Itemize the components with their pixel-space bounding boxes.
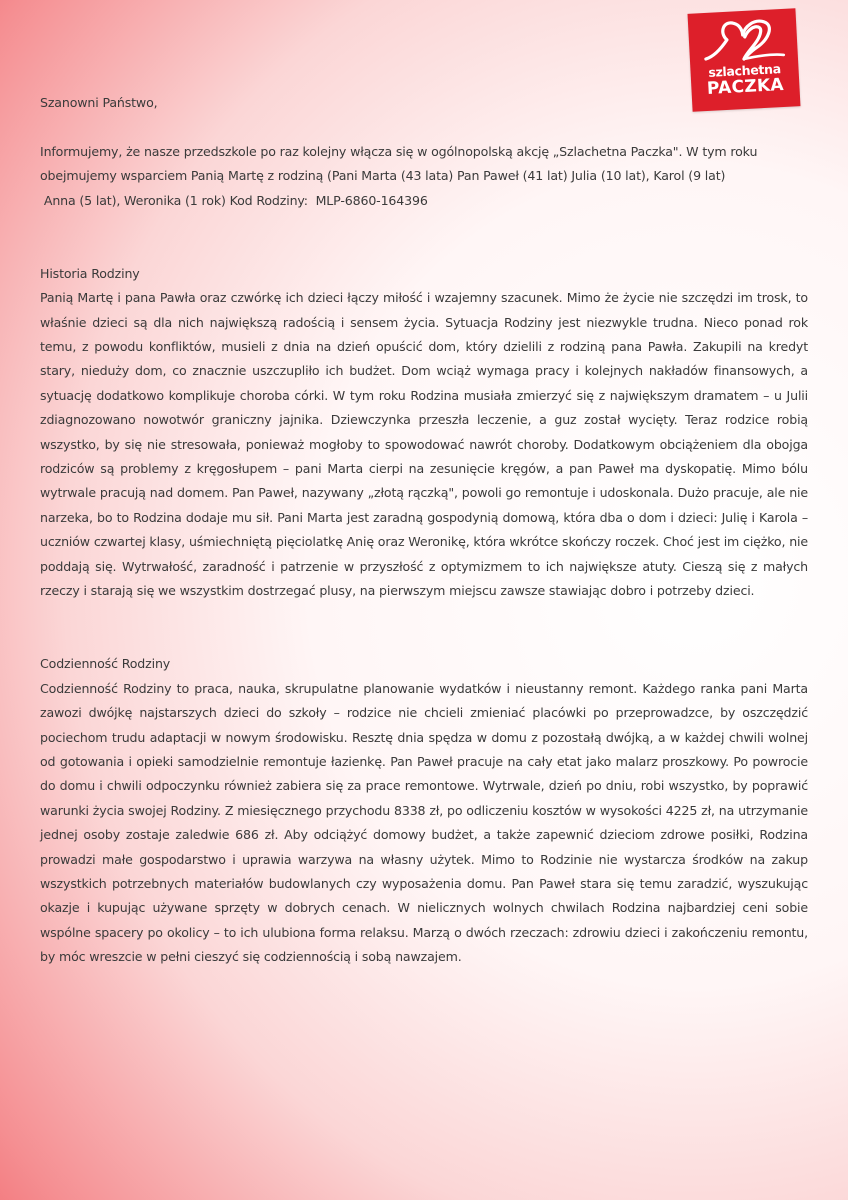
daily-paragraph: Codzienność Rodziny to praca, nauka, skrupulatne planowanie wydatków i nieustanny remont. Każdego ranka pani Marta zawozi dwójkę najstarszych dzieci do szkoły – rodzice nie chcieli zmieniać placówki po przeprowadzce, by oszczędzić pociechom trudu adaptacji w nowym środowisku. Resztę dnia spędza w domu z pozostałą dwójką, a w każdej chwili wolnej od gotowania i opieki samodzielnie remontuje łazienkę. Pan Paweł pracuje na cały etat jako malarz proszkowy. Po powrocie do domu i chwili odpoczynku również zabiera się za prace remontowe. Wytrwale, dzień po dniu, robi wszystko, by poprawić warunki życia swojej Rodziny. Z miesięcznego przychodu 8338 zł, po odliczeniu kosztów w wysokości 4225 zł, na utrzymanie jednej osoby zostaje zaledwie 686 zł. Aby odciążyć domowy budżet, a także zapewnić dzieciom zdrowe posiłki, Rodzina prowadzi małe gospodarstwo i uprawia warzywa na własny użytek. Mimo to Rodzinie nie wystarcza środków na zakup wszystkich potrzebnych materiałów budowlanych czy wyposażenia domu. Pan Paweł stara się temu zaradzić, wyszukując okazje i kupując używane sprzęty w dobrych cenach. W nielicznych wolnych chwilach Rodzina najbardziej ceni sobie wspólne spacery po okolicy – to ich ulubiona forma relaksu. Marzą o dwóch rzeczach: zdrowiu dzieci i zakończeniu remontu, by móc wreszcie w pełni cieszyć się codziennością i sobą nawzajem. (40, 680, 808, 965)
heart-ribbon-icon (698, 15, 788, 68)
letter-body (40, 91, 808, 970)
logo-text-line2: PACZKA (706, 74, 785, 99)
intro-line-1: Informujemy, że nasze przedszkole po raz kolejny włącza się w ogólnopolską akcję „Szlachetna Paczka". W tym roku (40, 143, 758, 159)
logo-text-line1: szlachetna (707, 61, 782, 80)
daily-heading: Codzienność Rodziny (40, 656, 171, 672)
intro-line-3: Anna (5 lat), Weronika (1 rok) Kod Rodziny: MLP-6860-164396 (40, 192, 428, 208)
history-paragraph: Panią Martę i pana Pawła oraz czwórkę ich dzieci łączy miłość i wzajemny szacunek. Mimo że życie nie szczędzi im trosk, to właśnie dzieci są dla nich największą radością i sensem życia. Sytuacja Rodziny jest niezwykle trudna. Nieco ponad rok temu, z powodu konfliktów, musieli z dnia na dzień opuścić dom, który dzielili z rodziną pana Pawła. Zakupili na kredyt stary, niedużу dom, co znacznie uszczupliło ich budżet. Dom wciąż wymaga pracy i kolejnych nakładów finansowych, a sytuację dodatkowo komplikuje choroba córki. W tym roku Rodzina musiała zmierzyć się z największym dramatem – u Julii zdiagnozowano nowotwór graniczny jajnika. Dziewczynka przeszła leczenie, a guz został wycięty. Teraz rodzice robią wszystko, by się nie stresowała, ponieważ mogłoby to spowodować nawrót choroby. Dodatkowym obciążeniem dla obojga rodziców są problemy z kręgosłupem – pani Marta cierpi na zesunięcie kręgów, a pan Paweł ma dyskopatię. Mimo bólu wytrwale pracują nad domem. Pan Paweł, nazywany „złotą rączką", powoli go remontuje i udoskonala. Dużo pracuje, ale nie narzeka, bo to Rodzina dodaje mu sił. Pani Marta jest zaradną gospodynią domową, która dba o dom i dzieci: Julię i Karola – uczniów czwartej klasy, uśmiechniętą pięciolatkę Anię oraz Weronikę, która wkrótce skończy roczek. Choć jest im ciężko, nie poddają się. Wytrwałość, zaradność i patrzenie w przyszłość z optymizmem to ich największe atuty. Cieszą się z małych rzeczy i starają się we wszystkim dostrzegać plusy, na pierwszym miejscu zawsze stawiając dobro i potrzeby dzieci. (40, 290, 808, 599)
intro-line-2: obejmujemy wsparciem Panią Martę z rodziną (Pani Marta (43 lata) Pan Paweł (41 lat) Julia (10 lat), Karol (9 lat) (40, 168, 726, 184)
greeting: Szanowni Państwo, (40, 95, 158, 110)
history-heading: Historia Rodziny (40, 265, 140, 281)
